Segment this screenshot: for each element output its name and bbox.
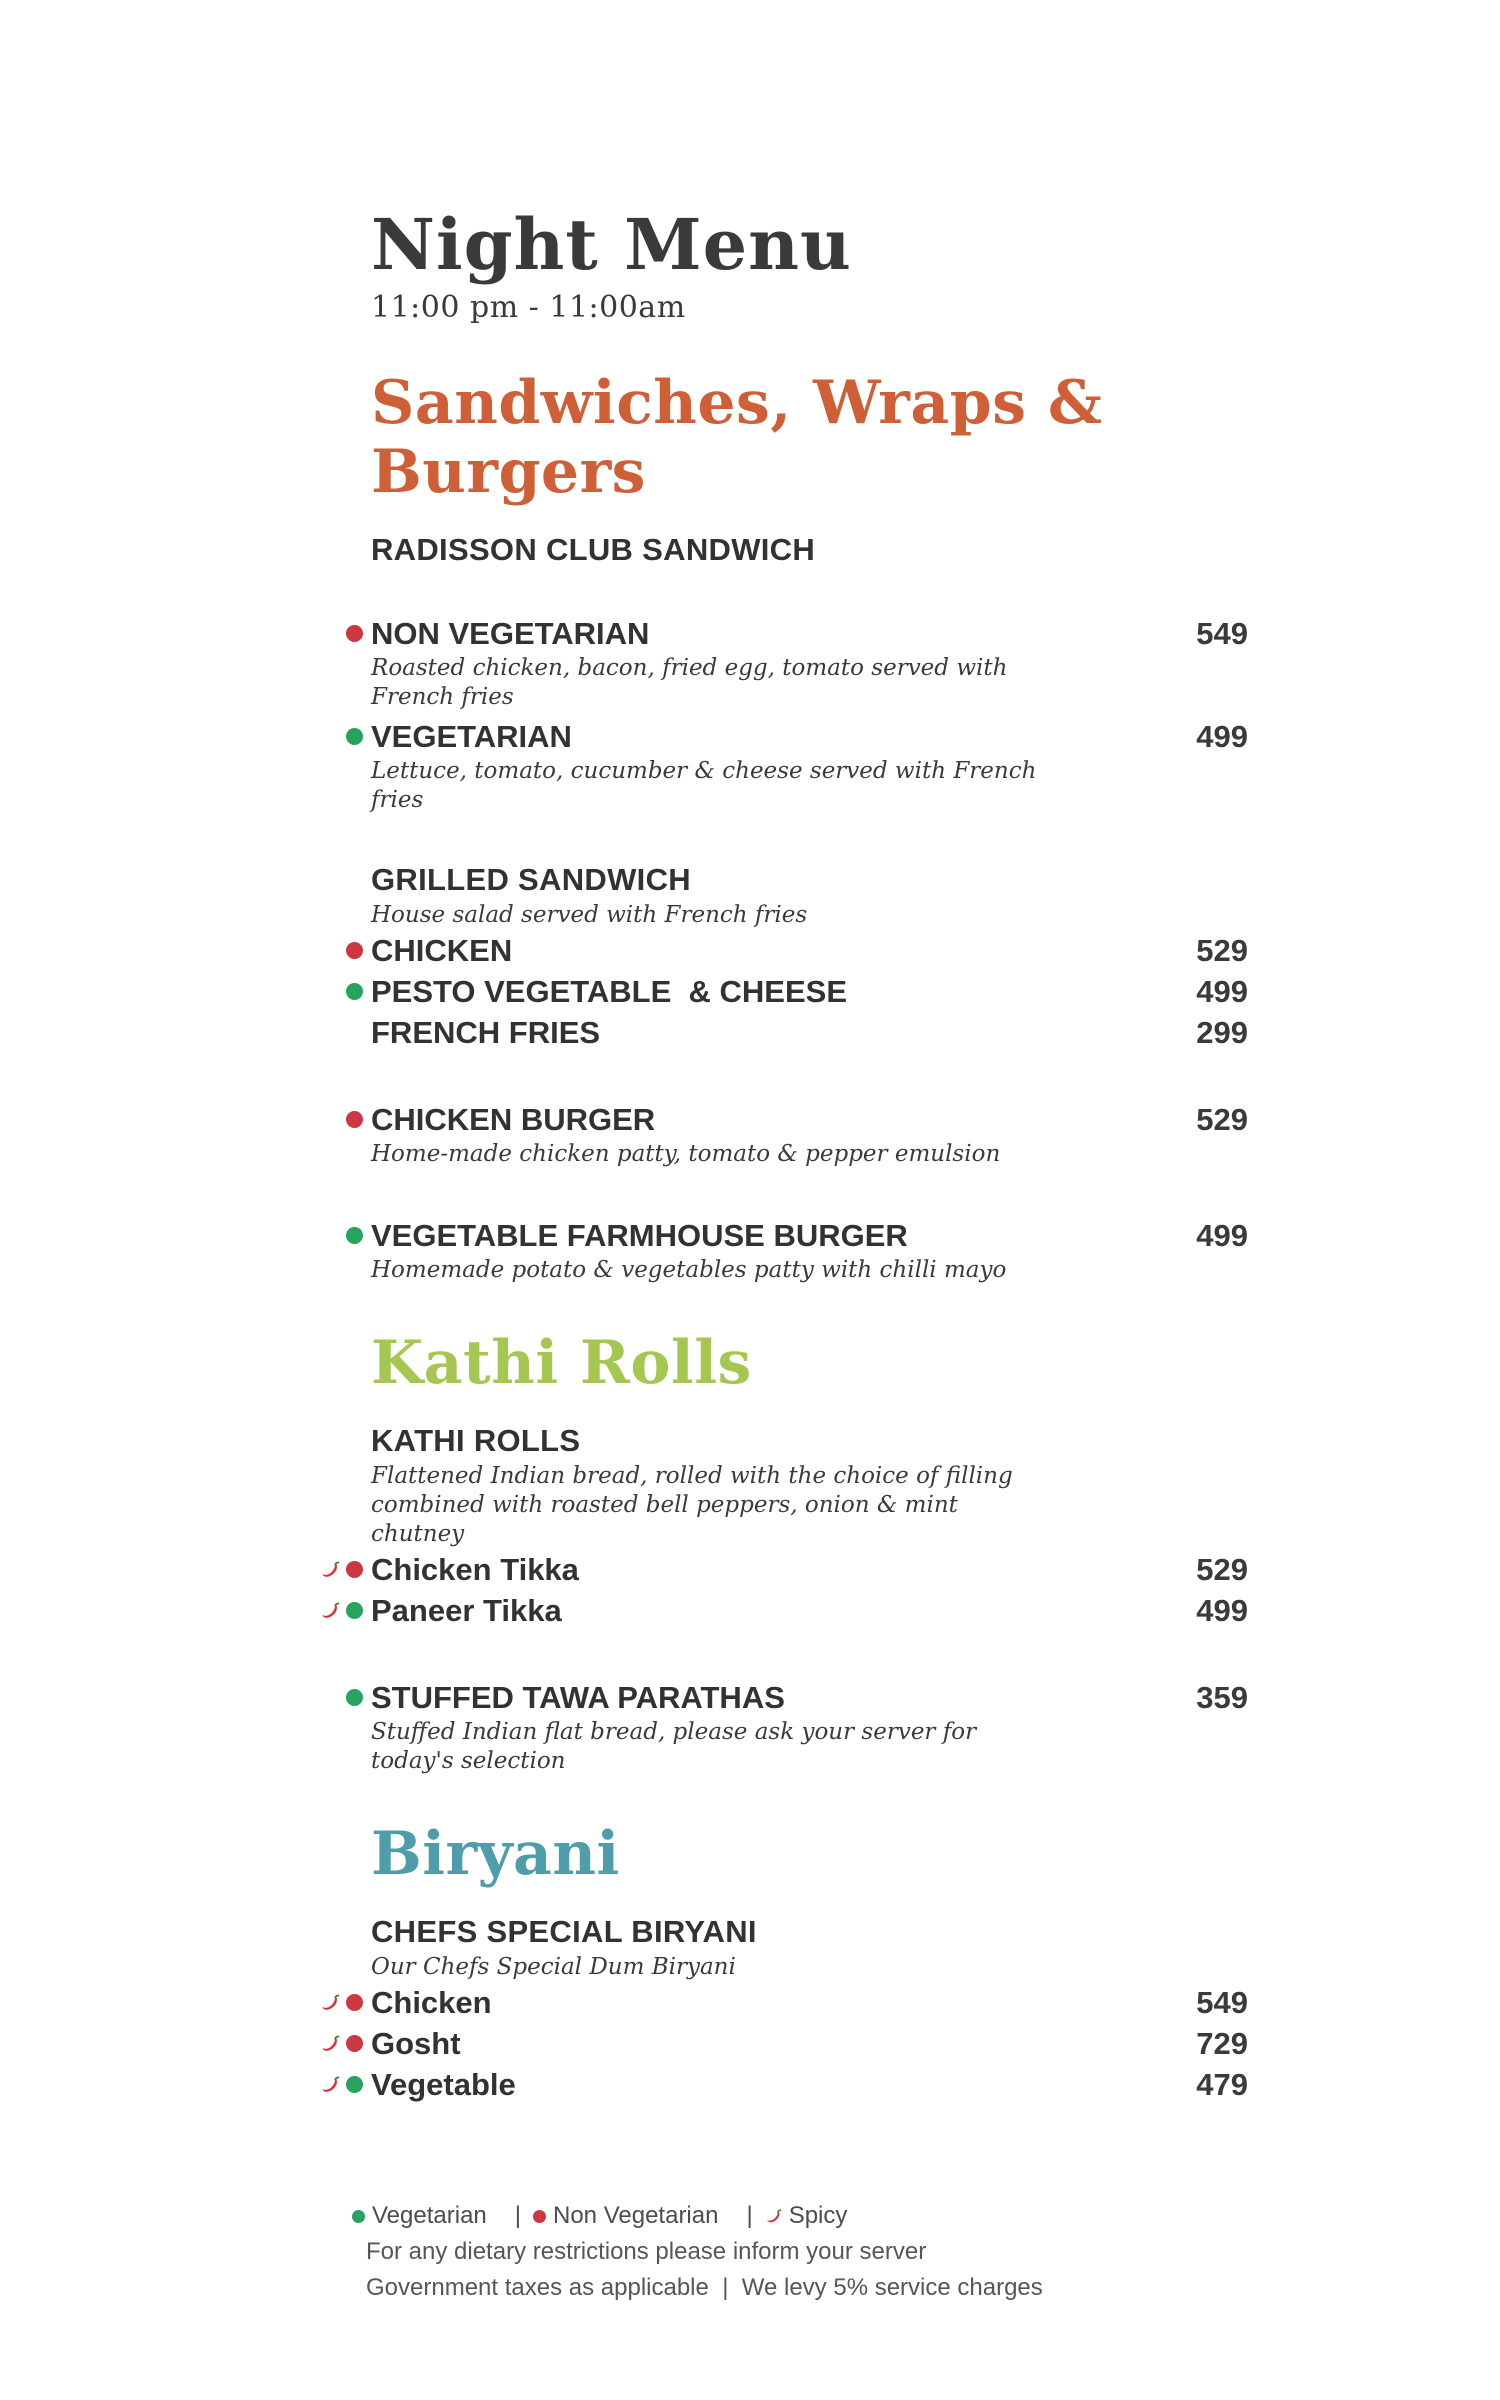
item-row [371,930,1248,971]
item-markers [303,2064,363,2105]
item-description: Lettuce, tomato, cucumber & cheese served with French fries [371,758,1037,814]
veg-dot-icon [346,983,363,1000]
menu-item [371,930,1248,971]
menu-item [371,2064,1248,2105]
nonveg-dot-icon [346,2035,363,2052]
item-price: 529 [1196,1552,1248,1588]
item-row [371,1215,1248,1256]
group-name: KATHI ROLLS [371,1423,581,1459]
item-price: 359 [1196,1680,1248,1716]
nonveg-dot-icon [346,1111,363,1128]
menu-item [371,971,1248,1012]
item-name: FRENCH FRIES [371,1015,601,1051]
group-description: Our Chefs Special Dum Biryani [371,1954,736,1981]
menu-item [371,2023,1248,2064]
item-price: 499 [1196,974,1248,1010]
sections-container [371,369,1248,2105]
nonveg-dot-icon [346,625,363,642]
chilli-spicy-icon [320,1993,340,2013]
item-row [371,1982,1248,2023]
item-markers [303,2023,363,2064]
item-price: 299 [1196,1015,1248,1051]
item-price: 549 [1196,1985,1248,2021]
menu-group [371,1099,1248,1169]
item-description: Home-made chicken patty, tomato & pepper emulsion [371,1141,1001,1168]
legend-label: Non Vegetarian [553,2202,719,2229]
item-markers [303,1215,363,1256]
item-price: 529 [1196,933,1248,969]
items-container [371,1549,1248,1631]
item-price: 499 [1196,719,1248,755]
items-container [371,930,1248,1053]
menu-item [371,1012,1248,1053]
items-container [371,1099,1248,1169]
section-heading: Sandwiches, Wraps & Burgers [371,368,1103,508]
groups-container [371,531,1248,1285]
menu-item [371,1982,1248,2023]
legend-separator: | [746,2202,753,2229]
menu-group [371,1677,1248,1776]
item-markers [303,1099,363,1140]
legend-entry-spicy [765,2202,848,2230]
menu-group [371,861,1248,1053]
item-row [371,1012,1248,1053]
menu-group [371,1913,1248,2105]
item-markers [303,1590,363,1631]
menu-group [371,1215,1248,1285]
item-name: Chicken Tikka [371,1552,579,1588]
dietary-note: For any dietary restrictions please inform your server [366,2238,927,2265]
veg-dot-icon [346,1602,363,1619]
groups-container [371,1913,1248,2105]
items-container [371,1677,1248,1776]
item-row [371,716,1248,757]
item-name: NON VEGETARIAN [371,616,650,652]
item-row [371,971,1248,1012]
item-markers [303,930,363,971]
item-markers [303,716,363,757]
item-price: 499 [1196,1593,1248,1629]
chilli-spicy-icon [320,1601,340,1621]
menu-item [371,613,1248,712]
menu-item [371,1549,1248,1590]
item-markers [303,613,363,654]
chilli-spicy-icon [320,1560,340,1580]
menu-item [371,1590,1248,1631]
item-row [371,1549,1248,1590]
item-name: PESTO VEGETABLE & CHEESE [371,974,848,1010]
menu-group [371,1422,1248,1631]
item-price: 529 [1196,1102,1248,1138]
items-container [371,1982,1248,2105]
veg-dot-icon [346,1227,363,1244]
item-name: Vegetable [371,2067,516,2103]
item-row [371,613,1248,654]
item-price: 549 [1196,616,1248,652]
veg-dot-icon [346,2076,363,2093]
item-markers [303,1549,363,1590]
legend-entry-veg [352,2202,487,2230]
menu-item [371,716,1248,815]
item-row [371,2023,1248,2064]
item-description: Stuffed Indian flat bread, please ask your server for today's selection [371,1719,977,1775]
page-title: Night Menu [371,203,852,286]
item-name: VEGETARIAN [371,719,572,755]
menu-section [371,369,1248,1285]
item-description: Homemade potato & vegetables patty with chilli mayo [371,1257,1007,1284]
item-price: 499 [1196,1218,1248,1254]
menu-item [371,1099,1248,1169]
item-row [371,1099,1248,1140]
menu-group [371,531,1248,815]
item-name: Paneer Tikka [371,1593,562,1629]
menu-section [371,1329,1248,1776]
nonveg-dot-icon [533,2210,546,2223]
menu-item [371,1677,1248,1776]
group-name: GRILLED SANDWICH [371,862,691,898]
menu-content [371,203,1248,2105]
chilli-spicy-icon [320,2034,340,2054]
menu-item [371,1215,1248,1285]
item-markers [303,1677,363,1718]
group-description: Flattened Indian bread, rolled with the choice of filling combined with roasted bell peppers, onion & mint chutney [371,1463,1013,1548]
section-heading: Biryani [371,1819,620,1890]
groups-container [371,1422,1248,1776]
nonveg-dot-icon [346,1561,363,1578]
group-name: RADISSON CLUB SANDWICH [371,532,816,568]
item-row [371,1677,1248,1718]
item-name: CHICKEN BURGER [371,1102,656,1138]
veg-dot-icon [352,2210,365,2223]
item-price: 479 [1196,2067,1248,2103]
item-markers [303,971,363,1012]
footer [352,2202,1252,2302]
item-row [371,1590,1248,1631]
chilli-spicy-icon [765,2208,782,2225]
serving-hours: 11:00 pm - 11:00am [371,290,686,326]
taxes-note: Government taxes as applicable | We levy 5% service charges [366,2274,1043,2301]
item-price: 729 [1196,2026,1248,2062]
item-name: STUFFED TAWA PARATHAS [371,1680,785,1716]
item-row [371,2064,1248,2105]
legend-entry-nonveg [533,2202,718,2230]
section-heading: Kathi Rolls [371,1328,752,1399]
veg-dot-icon [346,1689,363,1706]
nonveg-dot-icon [346,942,363,959]
items-container [371,613,1248,815]
group-name: CHEFS SPECIAL BIRYANI [371,1914,757,1950]
item-name: VEGETABLE FARMHOUSE BURGER [371,1218,908,1254]
veg-dot-icon [346,728,363,745]
item-name: Gosht [371,2026,461,2062]
nonveg-dot-icon [346,1994,363,2011]
item-name: Chicken [371,1985,492,2021]
group-description: House salad served with French fries [371,902,808,929]
legend-separator: | [514,2202,521,2229]
legend [352,2202,1252,2230]
item-name: CHICKEN [371,933,513,969]
items-container [371,1215,1248,1285]
item-markers [303,1982,363,2023]
legend-label: Vegetarian [372,2202,487,2229]
item-description: Roasted chicken, bacon, fried egg, tomato served with French fries [371,655,1008,711]
legend-label: Spicy [788,2202,848,2229]
menu-section [371,1820,1248,2105]
chilli-spicy-icon [320,2075,340,2095]
